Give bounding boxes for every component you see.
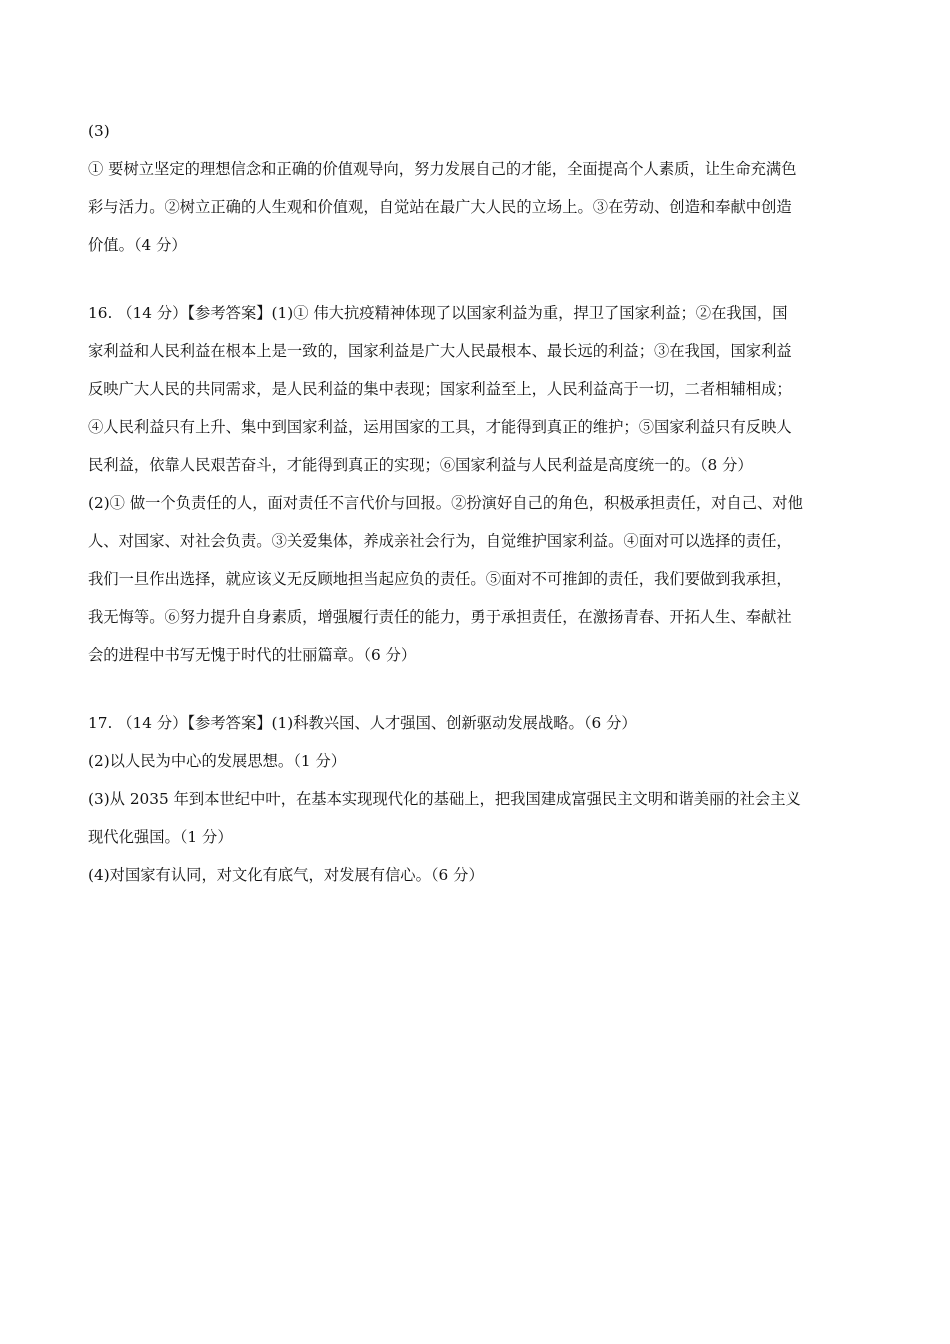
q15-part3-section bbox=[88, 112, 868, 264]
answer-line: 家利益和人民利益在根本上是一致的，国家利益是广大人民最根本、最长远的利益；③在我国，国家利益 bbox=[88, 342, 792, 360]
part-label: (3) bbox=[88, 122, 110, 140]
answer-line: (3)从 2035 年到本世纪中叶，在基本实现现代化的基础上，把我国建成富强民主文明和谐美丽的社会主义 bbox=[88, 790, 801, 808]
section-gap bbox=[88, 264, 868, 294]
answer-line: 我无悔等。⑥努力提升自身素质，增强履行责任的能力，勇于承担责任，在激扬青春、开拓人生、奉献社 bbox=[88, 608, 792, 626]
answer-line: 民利益，依靠人民艰苦奋斗，才能得到真正的实现；⑥国家利益与人民利益是高度统一的。（8 分） bbox=[88, 456, 753, 474]
answer-line: ① 要树立坚定的理想信念和正确的价值观导向，努力发展自己的才能，全面提高个人素质，让生命充满色 bbox=[88, 160, 797, 178]
answer-line: (2)① 做一个负责任的人，面对责任不言代价与回报。②扮演好自己的角色，积极承担责任，对自己、对他 bbox=[88, 494, 803, 512]
answer-line: 现代化强国。（1 分） bbox=[88, 828, 233, 846]
answer-line: 会的进程中书写无愧于时代的壮丽篇章。（6 分） bbox=[88, 646, 417, 664]
q17-section bbox=[88, 704, 868, 894]
answer-line: 我们一旦作出选择，就应该义无反顾地担当起应负的责任。⑤面对不可推卸的责任，我们要做到我承担， bbox=[88, 570, 792, 588]
answer-line: 人、对国家、对社会负责。③关爱集体，养成亲社会行为，自觉维护国家利益。④面对可以选择的责任， bbox=[88, 532, 792, 550]
answer-document bbox=[88, 112, 868, 894]
answer-line: ④人民利益只有上升、集中到国家利益，运用国家的工具，才能得到真正的维护；⑤国家利益只有反映人 bbox=[88, 418, 792, 436]
answer-line: (4)对国家有认同，对文化有底气，对发展有信心。（6 分） bbox=[88, 866, 484, 884]
question-heading-line: 16. （14 分）【参考答案】(1)① 伟大抗疫精神体现了以国家利益为重，捍卫了国家利益；②在我国，国 bbox=[88, 304, 788, 322]
section-gap bbox=[88, 674, 868, 704]
answer-line: 彩与活力。②树立正确的人生观和价值观，自觉站在最广大人民的立场上。③在劳动、创造和奉献中创造 bbox=[88, 198, 792, 216]
answer-line: 价值。（4 分） bbox=[88, 236, 187, 254]
answer-line: 反映广大人民的共同需求，是人民利益的集中表现；国家利益至上，人民利益高于一切，二者相辅相成； bbox=[88, 380, 792, 398]
question-heading-line: 17. （14 分）【参考答案】(1)科教兴国、人才强国、创新驱动发展战略。（6 分） bbox=[88, 714, 637, 732]
q16-section bbox=[88, 294, 868, 674]
answer-line: (2)以人民为中心的发展思想。（1 分） bbox=[88, 752, 347, 770]
